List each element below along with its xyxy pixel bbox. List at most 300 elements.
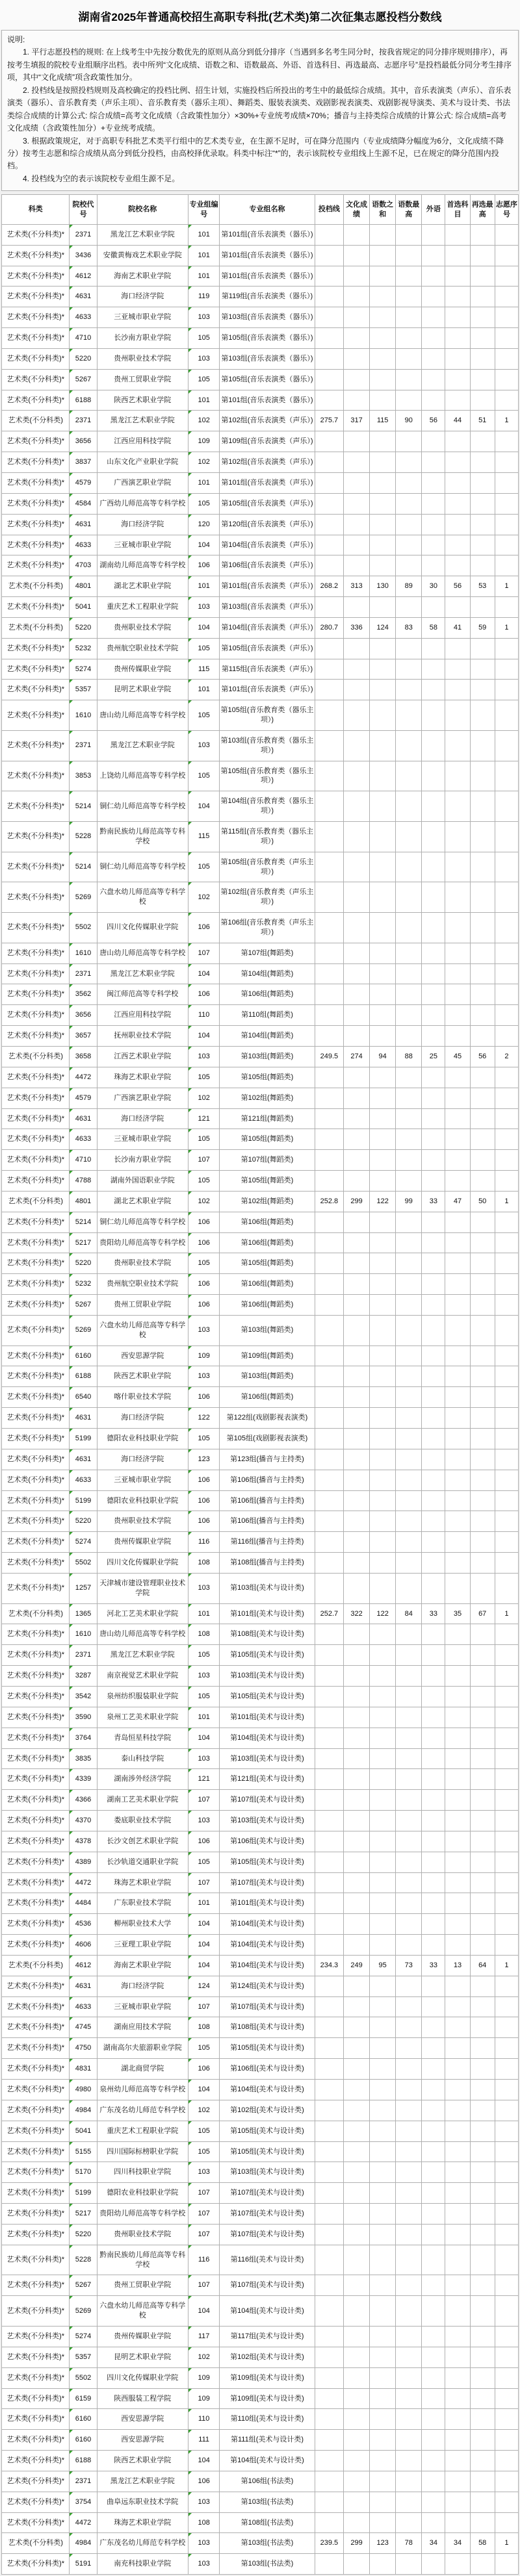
cell-chinese-math-sum — [370, 1553, 396, 1574]
cell-foreign-lang — [422, 1553, 445, 1574]
cell-reselect-max — [470, 730, 495, 761]
cell-preference-order — [495, 2245, 518, 2275]
cell-college-code: 4831 — [70, 2059, 97, 2080]
cell-cutoff-line — [315, 1553, 343, 1574]
cell-foreign-lang — [422, 2388, 445, 2409]
cell-group-code: 103 — [188, 348, 220, 369]
cell-culture-score — [343, 1366, 369, 1387]
cell-chinese-math-sum — [370, 2224, 396, 2245]
cell-preference-order — [495, 1129, 518, 1150]
cell-college-code: 6188 — [70, 2451, 97, 2471]
cell-category: 艺术类(不分科类)* — [2, 493, 70, 514]
cell-preference-order — [495, 1253, 518, 1274]
cell-group-code: 106 — [188, 2471, 220, 2492]
cell-chinese-math-sum — [370, 1532, 396, 1553]
cell-chinese-math-sum — [370, 1315, 396, 1345]
cell-college-name: 重庆艺术工程职业学院 — [97, 2121, 188, 2141]
cell-group-name: 第123组(播音与主持类) — [220, 1449, 315, 1470]
cell-college-code: 4633 — [70, 307, 97, 328]
cell-chinese-math-max — [396, 2430, 422, 2451]
cell-chinese-math-sum — [370, 1026, 396, 1047]
cell-group-name: 第107组(美术与设计类) — [220, 1996, 315, 2017]
cell-chinese-math-max — [396, 2347, 422, 2367]
cell-foreign-lang — [422, 1274, 445, 1295]
cell-foreign-lang — [422, 1511, 445, 1532]
table-row — [2, 224, 519, 245]
cell-first-subject — [445, 224, 470, 245]
cell-culture-score — [343, 2017, 369, 2038]
cell-chinese-math-sum — [370, 307, 396, 328]
cell-college-code: 4745 — [70, 2017, 97, 2038]
cell-chinese-math-max — [396, 2245, 422, 2275]
cell-group-code: 105 — [188, 1171, 220, 1192]
cell-chinese-math-sum — [370, 730, 396, 761]
cell-foreign-lang — [422, 1645, 445, 1666]
cell-preference-order — [495, 822, 518, 852]
cell-culture-score — [343, 1490, 369, 1511]
cell-foreign-lang — [422, 2367, 445, 2388]
cell-group-code: 103 — [188, 1366, 220, 1387]
cell-reselect-max — [470, 659, 495, 680]
cell-foreign-lang — [422, 369, 445, 390]
cell-chinese-math-max: 83 — [396, 617, 422, 638]
cell-culture-score — [343, 2430, 369, 2451]
cell-first-subject — [445, 822, 470, 852]
cell-first-subject — [445, 1470, 470, 1490]
cell-group-code: 108 — [188, 2017, 220, 2038]
table-row — [2, 1603, 519, 1624]
cell-chinese-math-max — [396, 597, 422, 618]
cell-college-code: 5502 — [70, 913, 97, 943]
cell-college-code: 4801 — [70, 576, 97, 597]
cell-first-subject — [445, 1686, 470, 1707]
cell-group-code: 111 — [188, 2430, 220, 2451]
cell-foreign-lang: 33 — [422, 1955, 445, 1976]
cell-chinese-math-max — [396, 307, 422, 328]
cell-group-name: 第105组(音乐表演类（器乐）) — [220, 328, 315, 349]
table-row — [2, 1067, 519, 1088]
cell-chinese-math-max — [396, 1707, 422, 1728]
cell-chinese-math-sum — [370, 245, 396, 266]
cell-chinese-math-sum — [370, 791, 396, 822]
cell-preference-order — [495, 1790, 518, 1811]
cell-college-code: 6160 — [70, 2430, 97, 2451]
cell-cutoff-line — [315, 913, 343, 943]
cell-first-subject — [445, 1645, 470, 1666]
cell-college-name: 湖南外国语职业学院 — [97, 1171, 188, 1192]
cell-category: 艺术类(不分科类)* — [2, 597, 70, 618]
cell-chinese-math-max — [396, 1429, 422, 1449]
cell-preference-order: 1 — [495, 576, 518, 597]
cell-group-code: 106 — [188, 1470, 220, 1490]
cell-foreign-lang — [422, 1005, 445, 1026]
cell-group-name: 第101组(音乐表演类（器乐）) — [220, 266, 315, 287]
cell-reselect-max — [470, 1005, 495, 1026]
cell-reselect-max — [470, 1150, 495, 1171]
cell-culture-score — [343, 2275, 369, 2296]
cell-chinese-math-max — [396, 1666, 422, 1687]
cell-culture-score — [343, 2059, 369, 2080]
cell-culture-score — [343, 2471, 369, 2492]
cell-group-name: 第107组(美术与设计类) — [220, 1790, 315, 1811]
cell-first-subject — [445, 2245, 470, 2275]
cell-culture-score — [343, 224, 369, 245]
cell-first-subject — [445, 2471, 470, 2492]
cell-reselect-max — [470, 348, 495, 369]
cell-cutoff-line — [315, 1129, 343, 1150]
cell-reselect-max — [470, 1935, 495, 1956]
cell-reselect-max — [470, 2245, 495, 2275]
cell-category: 艺术类(不分科类)* — [2, 2059, 70, 2080]
table-row — [2, 2204, 519, 2225]
cell-reselect-max — [470, 822, 495, 852]
cell-culture-score — [343, 822, 369, 852]
cell-group-name: 第101组(音乐表演类（声乐）) — [220, 576, 315, 597]
cell-chinese-math-sum — [370, 984, 396, 1005]
cell-chinese-math-sum — [370, 1005, 396, 1026]
cell-first-subject — [445, 535, 470, 555]
cell-college-code: 1610 — [70, 700, 97, 731]
cell-foreign-lang: 34 — [422, 2533, 445, 2554]
cell-group-code: 108 — [188, 1624, 220, 1645]
cell-college-name: 长沙南方职业学院 — [97, 1150, 188, 1171]
table-row — [2, 2492, 519, 2512]
cell-culture-score — [343, 1005, 369, 1026]
cell-group-name: 第102组(舞蹈类) — [220, 1191, 315, 1212]
cell-first-subject — [445, 597, 470, 618]
cell-group-name: 第104组(美术与设计类) — [220, 1955, 315, 1976]
cell-group-code: 102 — [188, 882, 220, 913]
cell-chinese-math-max — [396, 1067, 422, 1088]
table-row — [2, 1429, 519, 1449]
cell-chinese-math-max — [396, 1893, 422, 1914]
cell-first-subject — [445, 1893, 470, 1914]
cell-college-code: 4633 — [70, 535, 97, 555]
cell-first-subject — [445, 2492, 470, 2512]
cell-chinese-math-sum — [370, 1067, 396, 1088]
cell-first-subject — [445, 1553, 470, 1574]
cell-first-subject — [445, 2017, 470, 2038]
cell-foreign-lang — [422, 2183, 445, 2204]
table-row — [2, 2409, 519, 2430]
cell-reselect-max — [470, 761, 495, 791]
cell-first-subject — [445, 307, 470, 328]
cell-college-name: 长沙轨道交通职业学院 — [97, 1852, 188, 1872]
cell-culture-score — [343, 1150, 369, 1171]
cell-group-code: 102 — [188, 2347, 220, 2367]
cell-college-name: 四川文化传媒职业学院 — [97, 1553, 188, 1574]
cell-first-subject — [445, 1532, 470, 1553]
cell-college-code: 5274 — [70, 2326, 97, 2347]
cell-reselect-max: 53 — [470, 576, 495, 597]
cell-foreign-lang — [422, 2409, 445, 2430]
cell-group-code: 101 — [188, 245, 220, 266]
cell-foreign-lang — [422, 1707, 445, 1728]
cell-college-name: 泉州纺织服装职业学院 — [97, 1686, 188, 1707]
cell-culture-score — [343, 1212, 369, 1232]
cell-group-code: 102 — [188, 2100, 220, 2121]
cell-category: 艺术类(不分科类)* — [2, 1108, 70, 1129]
cell-college-code: 5220 — [70, 617, 97, 638]
cell-culture-score — [343, 1748, 369, 1769]
cell-college-code: 4631 — [70, 287, 97, 307]
cell-group-name: 第104组(美术与设计类) — [220, 2451, 315, 2471]
cell-college-name: 海南艺术职业学院 — [97, 1955, 188, 1976]
cell-chinese-math-sum — [370, 224, 396, 245]
cell-group-name: 第106组(舞蹈类) — [220, 1387, 315, 1408]
cell-group-name: 第104组(美术与设计类) — [220, 1728, 315, 1748]
cell-chinese-math-sum — [370, 2245, 396, 2275]
cell-chinese-math-max — [396, 1728, 422, 1748]
cell-group-code: 101 — [188, 1603, 220, 1624]
cell-chinese-math-max — [396, 1573, 422, 1603]
cell-culture-score — [343, 1108, 369, 1129]
cell-reselect-max: 51 — [470, 411, 495, 431]
cell-first-subject — [445, 452, 470, 473]
cell-chinese-math-sum — [370, 2347, 396, 2367]
cell-category: 艺术类(不分科类) — [2, 1046, 70, 1067]
cell-reselect-max — [470, 472, 495, 493]
cell-culture-score — [343, 1449, 369, 1470]
cell-college-name: 湖南幼儿师范高等专科学校 — [97, 555, 188, 576]
cell-reselect-max — [470, 1852, 495, 1872]
cell-foreign-lang — [422, 1831, 445, 1852]
cell-reselect-max — [470, 307, 495, 328]
cell-chinese-math-sum — [370, 1150, 396, 1171]
cell-reselect-max — [470, 1129, 495, 1150]
cell-first-subject — [445, 984, 470, 1005]
cell-foreign-lang — [422, 1811, 445, 1831]
cell-category: 艺术类(不分科类)* — [2, 2141, 70, 2162]
cell-cutoff-line — [315, 1315, 343, 1345]
cell-cutoff-line — [315, 2245, 343, 2275]
cell-group-code: 104 — [188, 535, 220, 555]
table-row — [2, 390, 519, 411]
cell-chinese-math-max — [396, 245, 422, 266]
cell-category: 艺术类(不分科类)* — [2, 1769, 70, 1790]
cell-college-name: 德阳农业科技职业学院 — [97, 1490, 188, 1511]
cell-group-name: 第101组(美术与设计类) — [220, 1707, 315, 1728]
cell-category: 艺术类(不分科类)* — [2, 555, 70, 576]
cell-chinese-math-sum — [370, 1811, 396, 1831]
cell-preference-order — [495, 224, 518, 245]
cell-chinese-math-sum — [370, 472, 396, 493]
cell-reselect-max — [470, 2492, 495, 2512]
cell-group-name: 第106组(播音与主持类) — [220, 1470, 315, 1490]
cell-preference-order — [495, 1150, 518, 1171]
cell-college-name: 贵州传媒职业学院 — [97, 659, 188, 680]
cell-foreign-lang — [422, 2451, 445, 2471]
cell-foreign-lang — [422, 1171, 445, 1192]
cell-category: 艺术类(不分科类)* — [2, 224, 70, 245]
cell-category: 艺术类(不分科类)* — [2, 1345, 70, 1366]
cell-first-subject — [445, 1366, 470, 1387]
cell-preference-order — [495, 245, 518, 266]
cell-college-name: 陕西艺术职业学院 — [97, 2451, 188, 2471]
cell-first-subject — [445, 1914, 470, 1935]
table-row — [2, 2059, 519, 2080]
cell-group-code: 103 — [188, 2162, 220, 2183]
cell-chinese-math-sum: 115 — [370, 411, 396, 431]
cell-culture-score — [343, 245, 369, 266]
cell-college-code: 5267 — [70, 369, 97, 390]
cell-foreign-lang — [422, 2492, 445, 2512]
cell-first-subject — [445, 1026, 470, 1047]
cell-culture-score — [343, 1790, 369, 1811]
cell-college-code: 4579 — [70, 472, 97, 493]
cell-culture-score — [343, 1914, 369, 1935]
cell-preference-order — [495, 2141, 518, 2162]
cell-chinese-math-max — [396, 1490, 422, 1511]
cell-foreign-lang — [422, 2100, 445, 2121]
cell-category: 艺术类(不分科类)* — [2, 1171, 70, 1192]
cell-foreign-lang: 25 — [422, 1046, 445, 1067]
cell-first-subject — [445, 1573, 470, 1603]
cell-reselect-max — [470, 452, 495, 473]
cell-chinese-math-max — [396, 2038, 422, 2059]
cell-preference-order — [495, 2492, 518, 2512]
cell-group-code: 106 — [188, 2059, 220, 2080]
cell-cutoff-line — [315, 2554, 343, 2575]
cell-group-code: 103 — [188, 2492, 220, 2512]
cell-culture-score — [343, 882, 369, 913]
table-row — [2, 1707, 519, 1728]
cell-reselect-max — [470, 266, 495, 287]
cell-college-name: 贵州工贸职业学院 — [97, 1295, 188, 1316]
cell-group-code: 105 — [188, 1129, 220, 1150]
cell-first-subject — [445, 1976, 470, 1996]
cell-cutoff-line — [315, 2388, 343, 2409]
cell-group-code: 106 — [188, 1212, 220, 1232]
cell-college-code: 5269 — [70, 1315, 97, 1345]
cell-reselect-max — [470, 2100, 495, 2121]
cell-college-name: 广东茂名幼儿师范专科学校 — [97, 2100, 188, 2121]
cell-foreign-lang — [422, 1108, 445, 1129]
cell-preference-order — [495, 1366, 518, 1387]
cell-college-code: 5214 — [70, 791, 97, 822]
cell-group-name: 第110组(美术与设计类) — [220, 2409, 315, 2430]
cell-group-code: 101 — [188, 1707, 220, 1728]
cell-group-code: 104 — [188, 2080, 220, 2100]
cell-college-name: 南充科技职业学院 — [97, 2554, 188, 2575]
cell-foreign-lang — [422, 1253, 445, 1274]
cell-chinese-math-max — [396, 2367, 422, 2388]
cell-chinese-math-max — [396, 1408, 422, 1429]
cell-college-code: 4631 — [70, 1976, 97, 1996]
cell-group-code: 104 — [188, 791, 220, 822]
cell-preference-order — [495, 984, 518, 1005]
cell-preference-order — [495, 1212, 518, 1232]
cell-cutoff-line — [315, 2059, 343, 2080]
cell-foreign-lang — [422, 1935, 445, 1956]
cell-preference-order — [495, 1686, 518, 1707]
cell-college-code: 5502 — [70, 2367, 97, 2388]
cell-chinese-math-sum — [370, 1295, 396, 1316]
cell-group-name: 第117组(美术与设计类) — [220, 2326, 315, 2347]
cell-first-subject — [445, 1790, 470, 1811]
cell-foreign-lang — [422, 597, 445, 618]
table-row — [2, 1150, 519, 1171]
cell-foreign-lang: 33 — [422, 1603, 445, 1624]
cell-group-name: 第107组(美术与设计类) — [220, 2204, 315, 2225]
cell-chinese-math-sum — [370, 390, 396, 411]
cell-chinese-math-max — [396, 287, 422, 307]
cell-college-code: 4633 — [70, 1129, 97, 1150]
cell-category: 艺术类(不分科类)* — [2, 1408, 70, 1429]
cell-college-code: 4788 — [70, 1171, 97, 1192]
table-row — [2, 307, 519, 328]
table-row — [2, 1108, 519, 1129]
cell-group-name: 第105组(美术与设计类) — [220, 1645, 315, 1666]
cell-group-code: 108 — [188, 1553, 220, 1574]
cell-first-subject — [445, 1171, 470, 1192]
cell-category: 艺术类(不分科类)* — [2, 761, 70, 791]
cell-foreign-lang — [422, 1429, 445, 1449]
cell-group-code: 104 — [188, 963, 220, 984]
cell-preference-order — [495, 1532, 518, 1553]
cell-first-subject — [445, 1232, 470, 1253]
cell-category: 艺术类(不分科类)* — [2, 1645, 70, 1666]
cell-college-code: 5199 — [70, 1429, 97, 1449]
cell-reselect-max — [470, 700, 495, 731]
table-row — [2, 1532, 519, 1553]
cell-chinese-math-sum: 122 — [370, 1603, 396, 1624]
cell-preference-order — [495, 1449, 518, 1470]
cell-foreign-lang — [422, 2471, 445, 2492]
cell-preference-order — [495, 307, 518, 328]
cell-category: 艺术类(不分科类)* — [2, 1728, 70, 1748]
cell-chinese-math-max — [396, 2224, 422, 2245]
table-row — [2, 369, 519, 390]
cell-chinese-math-sum — [370, 1232, 396, 1253]
cell-preference-order — [495, 1067, 518, 1088]
cell-college-name: 湖南涉外经济学院 — [97, 1769, 188, 1790]
cell-cutoff-line — [315, 2471, 343, 2492]
cell-group-name: 第120组(音乐表演类（声乐）) — [220, 514, 315, 535]
cell-group-name: 第106组(舞蹈类) — [220, 1274, 315, 1295]
cell-chinese-math-max: 73 — [396, 1955, 422, 1976]
cell-college-code: 3656 — [70, 431, 97, 452]
cell-group-name: 第103组(美术与设计类) — [220, 1748, 315, 1769]
cell-preference-order — [495, 1893, 518, 1914]
cell-category: 艺术类(不分科类)* — [2, 1067, 70, 1088]
table-row — [2, 2367, 519, 2388]
cell-college-name: 四川科技职业学院 — [97, 2162, 188, 2183]
cell-group-name: 第109组(美术与设计类) — [220, 2388, 315, 2409]
cell-chinese-math-max — [396, 266, 422, 287]
cell-preference-order — [495, 852, 518, 882]
cell-chinese-math-sum — [370, 1345, 396, 1366]
cell-chinese-math-max — [396, 913, 422, 943]
cell-college-code: 4472 — [70, 1067, 97, 1088]
cell-culture-score: 299 — [343, 2533, 369, 2554]
cell-college-name: 江西应用科技学院 — [97, 431, 188, 452]
cell-first-subject — [445, 1728, 470, 1748]
cell-group-code: 105 — [188, 1253, 220, 1274]
cell-foreign-lang — [422, 2121, 445, 2141]
cell-culture-score — [343, 1067, 369, 1088]
cell-chinese-math-max: 90 — [396, 411, 422, 431]
cell-category: 艺术类(不分科类)* — [2, 266, 70, 287]
table-row — [2, 2347, 519, 2367]
cell-cutoff-line — [315, 2183, 343, 2204]
cell-chinese-math-max — [396, 2059, 422, 2080]
cell-group-code: 105 — [188, 1645, 220, 1666]
cell-culture-score — [343, 1511, 369, 1532]
cell-reselect-max — [470, 2388, 495, 2409]
cell-category: 艺术类(不分科类)* — [2, 680, 70, 700]
cell-group-name: 第103组(美术与设计类) — [220, 1666, 315, 1687]
